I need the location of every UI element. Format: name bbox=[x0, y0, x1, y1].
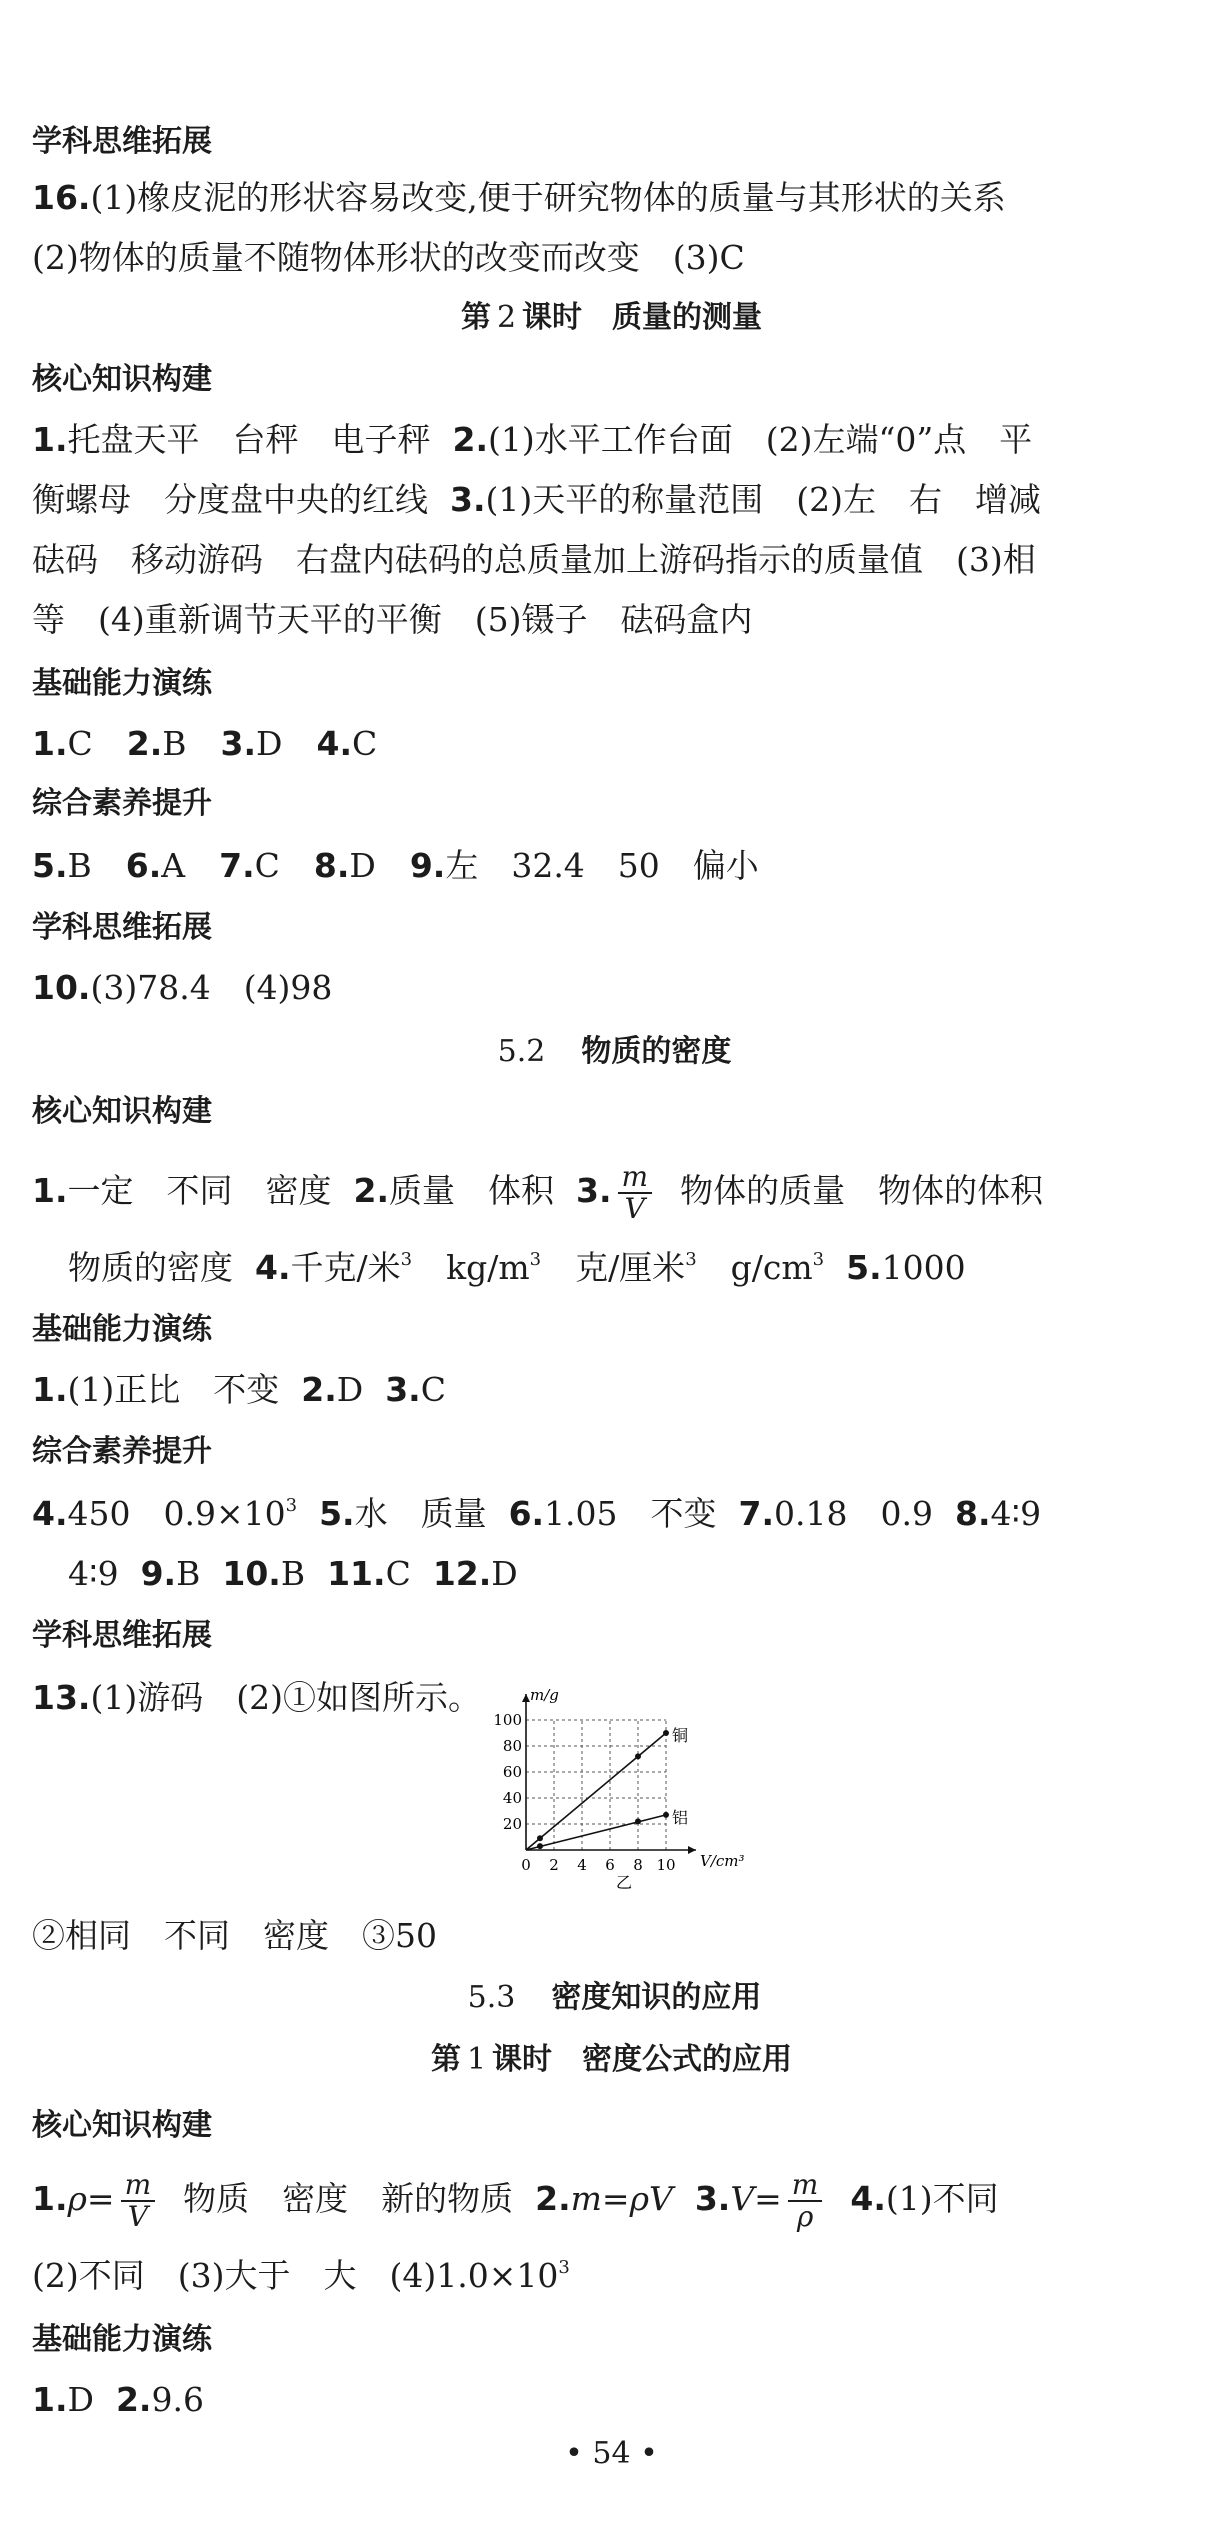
section-heading: 基础能力演练 bbox=[32, 2322, 212, 2357]
answer-line: 砝码 移动游码 右盘内砝码的总质量加上游码指示的质量值 (3)相 bbox=[32, 540, 1036, 579]
x-tick-label: 10 bbox=[656, 1856, 676, 1874]
question-number: 16. bbox=[32, 178, 91, 217]
answer-line: 16.(1)橡皮泥的形状容易改变,便于研究物体的质量与其形状的关系 bbox=[32, 178, 1006, 217]
section-heading: 学科思维拓展 bbox=[32, 124, 212, 159]
y-tick-label: 60 bbox=[502, 1763, 522, 1781]
x-axis-arrow bbox=[688, 1846, 696, 1854]
fraction: $\frac{m}{\rho}$ bbox=[788, 2170, 823, 2232]
x-tick-label: 8 bbox=[633, 1856, 643, 1874]
section-heading: 核心知识构建 bbox=[32, 1094, 212, 1129]
answer-line: 1.C 2.B 3.D 4.C bbox=[32, 724, 378, 763]
answer-line: 1.托盘天平 台秤 电子秤 2.(1)水平工作台面 (2)左端“0”点 平 bbox=[32, 420, 1033, 459]
section-title: 5.2 物质的密度 bbox=[497, 1034, 732, 1069]
chart-caption: 乙 bbox=[615, 1873, 633, 1892]
x-tick-label: 2 bbox=[549, 1856, 559, 1874]
y-tick-label: 40 bbox=[502, 1789, 522, 1807]
mass-volume-chart bbox=[470, 1674, 750, 1894]
section-heading: 基础能力演练 bbox=[32, 1312, 212, 1347]
data-point bbox=[663, 1812, 669, 1818]
y-axis-arrow bbox=[522, 1694, 530, 1702]
answer-line: (2)不同 (3)大于 大 $(4)1.0\times 10^3$ bbox=[32, 2256, 570, 2295]
lesson-title: 第 2 课时 质量的测量 bbox=[460, 300, 763, 335]
x-axis-label: V/cm³ bbox=[700, 1852, 745, 1870]
x-tick-label: 0 bbox=[521, 1856, 531, 1874]
data-point bbox=[537, 1835, 543, 1841]
x-tick-label: 6 bbox=[605, 1856, 615, 1874]
series-label: 铜 bbox=[672, 1726, 689, 1745]
data-point bbox=[635, 1753, 641, 1759]
page-number: • 54 • bbox=[565, 2436, 658, 2471]
section-heading: 综合素养提升 bbox=[32, 1434, 212, 1469]
section-heading: 核心知识构建 bbox=[32, 362, 212, 397]
section-heading: 基础能力演练 bbox=[32, 666, 212, 701]
lesson-title: 第 1 课时 密度公式的应用 bbox=[430, 2042, 793, 2077]
section-title: 5.3 密度知识的应用 bbox=[467, 1980, 762, 2015]
y-axis-label: m/g bbox=[530, 1686, 559, 1704]
y-tick-label: 20 bbox=[502, 1815, 522, 1833]
answer-line: 物质的密度 4.千克/米$^3$ $kg/m^3$ 克/厘米$^3$ $g/cm^3$ 5.1000 bbox=[68, 1248, 966, 1287]
answer-line: 1.一定 不同 密度 2.质量 体积 3. $\frac{m}{V}$ 物体的质量 物体的体积 bbox=[32, 1160, 1044, 1225]
data-point bbox=[635, 1818, 641, 1824]
answer-line: 10.(3)78.4 (4)98 bbox=[32, 968, 333, 1007]
answer-line: 1.D 2.9.6 bbox=[32, 2380, 204, 2419]
answer-line: (2)物体的质量不随物体形状的改变而改变 (3)C bbox=[32, 238, 745, 277]
section-heading: 学科思维拓展 bbox=[32, 1618, 212, 1653]
fraction: $\frac{m}{V}$ bbox=[618, 1162, 653, 1224]
series-label: 铝 bbox=[672, 1807, 689, 1827]
section-heading: 学科思维拓展 bbox=[32, 910, 212, 945]
section-heading: 核心知识构建 bbox=[32, 2108, 212, 2143]
answer-line: 4.450 $0.9\times 10^3$ 5.水 质量 6.1.05 不变 7.0.18 0.9 8.4∶9 bbox=[32, 1494, 1042, 1533]
answer-line: 1.(1)正比 不变 2.D 3.C bbox=[32, 1370, 446, 1409]
y-tick-label: 100 bbox=[493, 1711, 522, 1729]
answer-line: 5.B 6.A 7.C 8.D 9.左 32.4 50 偏小 bbox=[32, 846, 759, 885]
answer-line: 等 (4)重新调节天平的平衡 (5)镊子 砝码盒内 bbox=[32, 600, 753, 639]
fraction: $\frac{m}{V}$ bbox=[121, 2170, 156, 2232]
y-tick-label: 80 bbox=[502, 1737, 522, 1755]
answer-line: 1.ρ= $\frac{m}{V}$ 物质 密度 新的物质 2.m=ρV 3.V= $\frac{m}{\rho}$ 4.(1)不同 bbox=[32, 2168, 999, 2233]
answer-line: 13.(1)游码 (2)①如图所示。 bbox=[32, 1678, 481, 1717]
answer-line: ②相同 不同 密度 ③50 bbox=[32, 1916, 437, 1955]
answer-line: 4∶9 9.B 10.B 11.C 12.D bbox=[68, 1554, 518, 1593]
x-tick-label: 4 bbox=[577, 1856, 587, 1874]
section-heading: 综合素养提升 bbox=[32, 786, 212, 821]
data-point bbox=[537, 1843, 543, 1849]
answer-line: 衡螺母 分度盘中央的红线 3.(1)天平的称量范围 (2)左 右 增减 bbox=[32, 480, 1041, 519]
data-point bbox=[663, 1730, 669, 1736]
